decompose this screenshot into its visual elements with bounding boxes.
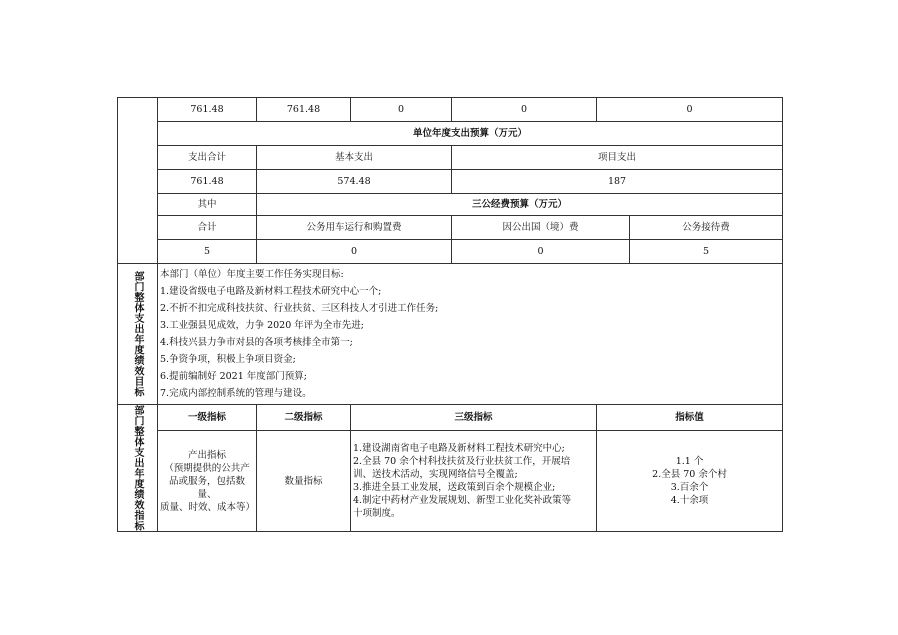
expenditure-header-row <box>118 146 783 170</box>
level1-line: 产出指标 <box>187 449 226 461</box>
level3-line: 3.推进全县工业发展，送政策到百余个规模企业; <box>353 482 556 493</box>
level1-line: 品或服务，包括数量、 <box>168 475 245 500</box>
goal-line: 6.提前编制好 2021 年度部门预算; <box>160 371 307 382</box>
three-public-value-row <box>118 240 783 264</box>
three-public-value-car: 0 <box>257 240 452 264</box>
budget-row <box>118 98 783 122</box>
expenditure-value-basic: 574.48 <box>257 170 452 194</box>
three-public-value-total: 5 <box>158 240 257 264</box>
expenditure-header-project: 项目支出 <box>452 146 783 170</box>
indicator-level1 <box>158 431 257 532</box>
goal-line: 1.建设省级电子电路及新材料工程技术研究中心一个; <box>160 286 382 297</box>
three-public-header-abroad: 因公出国（境）费 <box>452 216 630 240</box>
budget-table-sheet <box>117 97 782 531</box>
level1-line: 质量、时效、成本等） <box>160 501 256 513</box>
expenditure-header-total: 支出合计 <box>158 146 257 170</box>
three-public-title-row <box>118 194 783 216</box>
goal-line: 2.不折不扣完成科技扶贫、行业扶贫、三区科技人才引进工作任务; <box>160 303 439 314</box>
indicator-level2: 数量指标 <box>257 431 351 532</box>
indicator-value: 1.1 个 <box>675 456 704 467</box>
indicator-values <box>597 431 783 532</box>
indicators-side-label: 部门整体支出年度绩效指标 <box>132 405 143 531</box>
goal-line: 4.科技兴县力争市对县的各项考核排全市第一; <box>160 337 353 348</box>
indicator-level3 <box>351 431 597 532</box>
three-public-header-car: 公务用车运行和购置费 <box>257 216 452 240</box>
three-public-header-row <box>118 216 783 240</box>
goals-side-label-cell <box>118 264 158 405</box>
indicator-header-row <box>118 405 783 431</box>
indicators-side-label-cell <box>118 405 158 532</box>
three-public-label: 其中 <box>158 194 257 216</box>
level3-line: 1.建设湖南省电子电路及新材料工程技术研究中心; <box>353 443 565 454</box>
expenditure-value-row <box>118 170 783 194</box>
goal-line: 3.工业强县见成效，力争 2020 年评为全市先进; <box>160 320 364 331</box>
budget-col3: 0 <box>351 98 452 122</box>
three-public-header-reception: 公务接待费 <box>630 216 783 240</box>
indicator-header-level3: 三级指标 <box>351 405 597 431</box>
expenditure-header-basic: 基本支出 <box>257 146 452 170</box>
three-public-header-total: 合计 <box>158 216 257 240</box>
goal-line: 5.争资争项，积极上争项目资金; <box>160 354 296 365</box>
goals-row <box>118 264 783 405</box>
three-public-value-abroad: 0 <box>452 240 630 264</box>
indicator-value: 3.百余个 <box>670 482 709 493</box>
level3-line: 2.全县 70 余个村科技扶贫及行业扶贫工作，开展培 <box>353 456 571 467</box>
left-label-cell <box>118 98 158 264</box>
level3-line: 训、送技术活动，实现网络信号全覆盖; <box>353 469 518 480</box>
budget-table <box>117 97 783 532</box>
budget-total: 761.48 <box>158 98 257 122</box>
indicator-value: 2.全县 70 余个村 <box>652 469 727 480</box>
indicator-header-level1: 一级指标 <box>158 405 257 431</box>
indicator-row <box>118 431 783 532</box>
indicator-value: 4.十余项 <box>670 495 709 506</box>
goals-side-label: 部门整体支出年度绩效目标 <box>132 271 143 397</box>
level3-line: 十项制度。 <box>353 508 401 519</box>
three-public-value-reception: 5 <box>630 240 783 264</box>
level1-line: （预期提供的公共产 <box>164 462 250 474</box>
indicator-header-level2: 二级指标 <box>257 405 351 431</box>
three-public-title: 三公经费预算（万元） <box>257 194 783 216</box>
goal-line: 7.完成内部控制系统的管理与建设。 <box>160 388 312 399</box>
expenditure-title-row <box>118 122 783 146</box>
level3-line: 4.制定中药材产业发展规划、新型工业化奖补政策等 <box>353 495 572 506</box>
expenditure-value-total: 761.48 <box>158 170 257 194</box>
indicator-header-value: 指标值 <box>597 405 783 431</box>
expenditure-title: 单位年度支出预算（万元） <box>158 122 783 146</box>
expenditure-value-project: 187 <box>452 170 783 194</box>
goals-text <box>158 264 783 405</box>
budget-col5: 0 <box>597 98 783 122</box>
budget-fiscal: 761.48 <box>257 98 351 122</box>
goal-line: 本部门（单位）年度主要工作任务实现目标: <box>160 269 344 280</box>
budget-col4: 0 <box>452 98 597 122</box>
